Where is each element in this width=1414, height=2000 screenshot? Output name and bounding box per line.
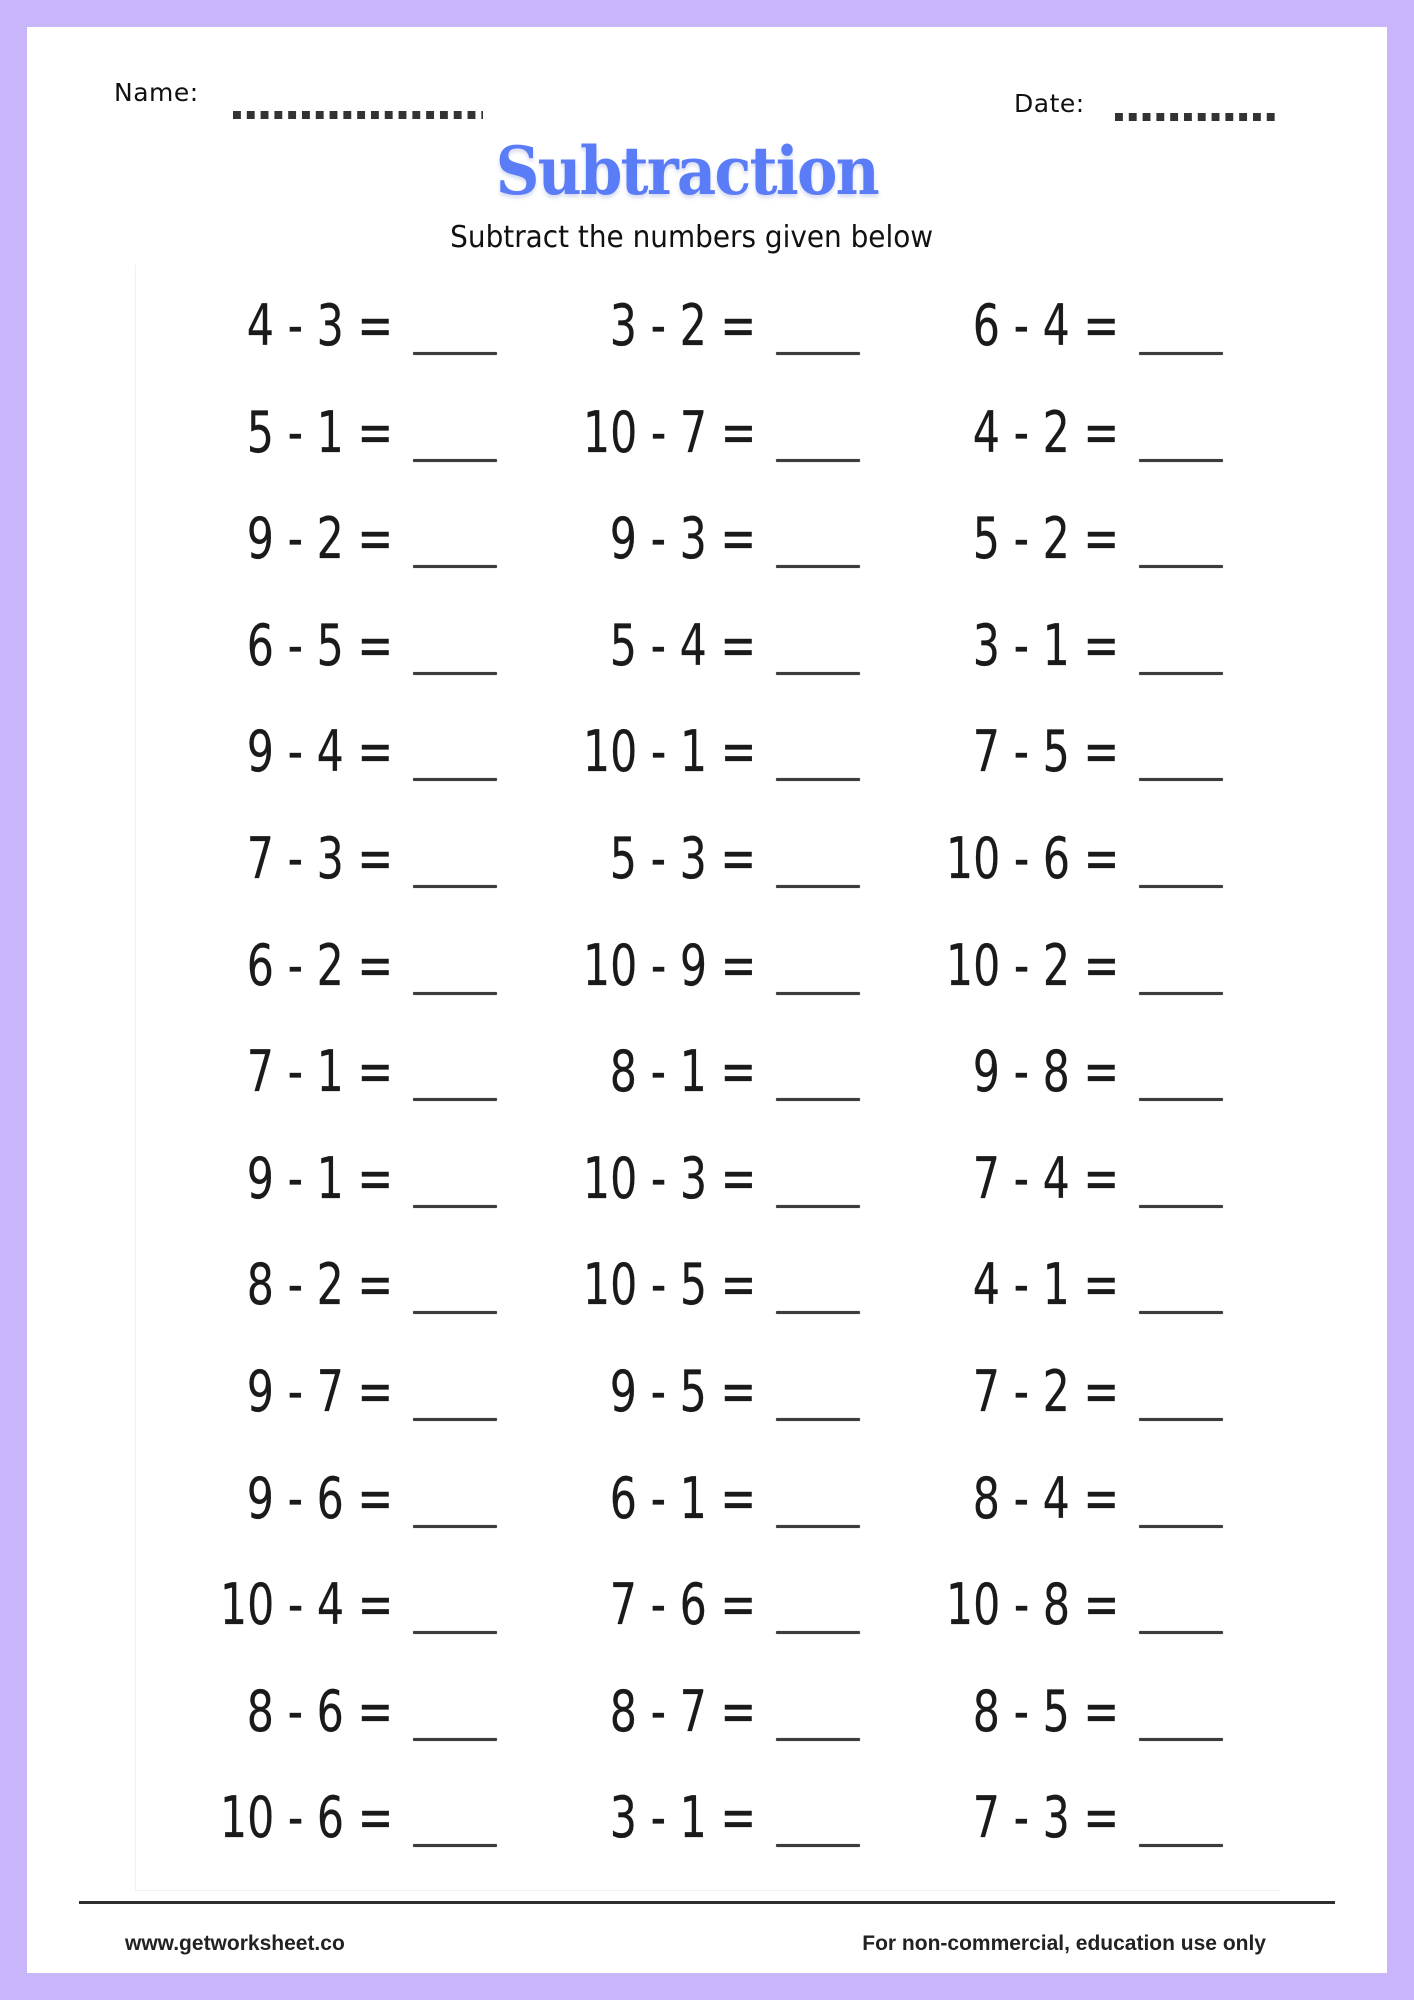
problem-item bbox=[197, 1572, 497, 1647]
problem-item bbox=[560, 612, 860, 688]
answer-blank[interactable] bbox=[776, 1844, 860, 1847]
problem-item bbox=[923, 293, 1223, 368]
problem-item bbox=[923, 1039, 1223, 1114]
problem-expression: 5 - 4 = bbox=[609, 612, 756, 679]
answer-blank[interactable] bbox=[776, 1738, 860, 1741]
problem-expression: 10 - 5 = bbox=[582, 1252, 756, 1319]
problem-expression: 8 - 1 = bbox=[609, 1039, 756, 1106]
problem-expression: 7 - 1 = bbox=[246, 1039, 393, 1106]
problem-expression: 7 - 3 = bbox=[972, 1785, 1119, 1852]
answer-blank[interactable] bbox=[1139, 1098, 1223, 1101]
answer-blank[interactable] bbox=[413, 459, 497, 462]
date-label: Date: bbox=[1014, 89, 1085, 118]
problem-item bbox=[197, 719, 497, 794]
problem-expression: 5 - 1 = bbox=[246, 399, 393, 466]
problem-item bbox=[197, 293, 497, 368]
problem-expression: 10 - 6 = bbox=[945, 826, 1119, 892]
problem-expression: 8 - 4 = bbox=[972, 1465, 1119, 1532]
problem-item bbox=[197, 399, 497, 475]
answer-blank[interactable] bbox=[1139, 352, 1223, 355]
problem-expression: 10 - 4 = bbox=[219, 1572, 393, 1639]
answer-blank[interactable] bbox=[1139, 1844, 1223, 1847]
problem-expression: 9 - 7 = bbox=[246, 1359, 393, 1425]
footer-website: www.getworksheet.co bbox=[125, 1932, 345, 1955]
answer-blank[interactable] bbox=[413, 1631, 497, 1634]
problem-item bbox=[560, 719, 860, 794]
answer-blank[interactable] bbox=[1139, 1418, 1223, 1421]
problem-item bbox=[560, 932, 860, 1008]
problem-item bbox=[923, 506, 1223, 581]
answer-blank[interactable] bbox=[1139, 672, 1223, 675]
problem-item bbox=[560, 399, 860, 475]
problem-expression: 3 - 1 = bbox=[972, 612, 1119, 679]
answer-blank[interactable] bbox=[776, 459, 860, 462]
problem-expression: 5 - 2 = bbox=[972, 506, 1119, 573]
problem-item bbox=[923, 719, 1223, 794]
answer-blank[interactable] bbox=[413, 1205, 497, 1208]
problem-expression: 9 - 5 = bbox=[609, 1359, 756, 1425]
problem-item bbox=[923, 612, 1223, 688]
problem-expression: 5 - 3 = bbox=[609, 826, 756, 892]
problem-expression: 9 - 1 = bbox=[246, 1145, 393, 1212]
problem-item bbox=[197, 1252, 497, 1327]
answer-blank[interactable] bbox=[776, 1525, 860, 1528]
date-answer-line[interactable] bbox=[1115, 113, 1275, 121]
problem-item bbox=[197, 612, 497, 688]
problem-expression: 8 - 7 = bbox=[609, 1678, 756, 1745]
problem-item bbox=[560, 1145, 860, 1221]
answer-blank[interactable] bbox=[413, 1311, 497, 1314]
answer-blank[interactable] bbox=[776, 1098, 860, 1101]
problem-item bbox=[197, 506, 497, 581]
problem-expression: 10 - 7 = bbox=[582, 399, 756, 466]
problem-item bbox=[560, 1465, 860, 1541]
answer-blank[interactable] bbox=[413, 885, 497, 888]
problem-item bbox=[560, 1785, 860, 1860]
problem-expression: 7 - 6 = bbox=[609, 1572, 756, 1639]
answer-blank[interactable] bbox=[413, 1738, 497, 1741]
problem-expression: 3 - 2 = bbox=[609, 293, 756, 359]
problem-expression: 7 - 3 = bbox=[246, 826, 393, 892]
answer-blank[interactable] bbox=[413, 672, 497, 675]
answer-blank[interactable] bbox=[413, 1418, 497, 1421]
answer-blank[interactable] bbox=[776, 1418, 860, 1421]
problem-item bbox=[560, 293, 860, 368]
answer-blank[interactable] bbox=[776, 1205, 860, 1208]
answer-blank[interactable] bbox=[413, 1844, 497, 1847]
worksheet-title-text: Subtraction bbox=[495, 132, 879, 210]
problem-item bbox=[560, 506, 860, 581]
problem-item bbox=[197, 1359, 497, 1434]
problem-item bbox=[197, 826, 497, 901]
problem-expression: 8 - 6 = bbox=[246, 1678, 393, 1745]
worksheet-instructions bbox=[0, 218, 1414, 258]
problem-item bbox=[197, 1145, 497, 1221]
problem-item bbox=[560, 1252, 860, 1327]
problem-item bbox=[560, 1572, 860, 1647]
problem-item bbox=[923, 1145, 1223, 1221]
problem-expression: 4 - 2 = bbox=[972, 399, 1119, 466]
problem-expression: 9 - 3 = bbox=[609, 506, 756, 573]
answer-blank[interactable] bbox=[413, 565, 497, 568]
problem-item bbox=[923, 1465, 1223, 1541]
answer-blank[interactable] bbox=[1139, 1205, 1223, 1208]
answer-blank[interactable] bbox=[776, 992, 860, 995]
problem-expression: 6 - 2 = bbox=[246, 932, 393, 999]
answer-blank[interactable] bbox=[1139, 1311, 1223, 1314]
problem-expression: 9 - 8 = bbox=[972, 1039, 1119, 1106]
problem-item bbox=[923, 1572, 1223, 1647]
answer-blank[interactable] bbox=[776, 565, 860, 568]
problem-item bbox=[560, 1039, 860, 1114]
problem-item bbox=[923, 1678, 1223, 1754]
problem-expression: 8 - 5 = bbox=[972, 1678, 1119, 1745]
problem-item bbox=[923, 1359, 1223, 1434]
problem-expression: 6 - 4 = bbox=[972, 293, 1119, 359]
name-answer-line[interactable] bbox=[233, 111, 483, 119]
problem-expression: 10 - 6 = bbox=[219, 1785, 393, 1852]
problem-item bbox=[560, 1678, 860, 1754]
problem-expression: 10 - 8 = bbox=[945, 1572, 1119, 1639]
problem-expression: 10 - 2 = bbox=[945, 932, 1119, 999]
problem-expression: 6 - 5 = bbox=[246, 612, 393, 679]
problem-item bbox=[560, 826, 860, 901]
answer-blank[interactable] bbox=[413, 778, 497, 781]
footer-divider bbox=[79, 1901, 1335, 1904]
answer-blank[interactable] bbox=[413, 1525, 497, 1528]
name-label: Name: bbox=[114, 78, 199, 107]
answer-blank[interactable] bbox=[1139, 1525, 1223, 1528]
answer-blank[interactable] bbox=[413, 1098, 497, 1101]
problem-expression: 8 - 2 = bbox=[246, 1252, 393, 1319]
answer-blank[interactable] bbox=[1139, 1738, 1223, 1741]
problem-expression: 9 - 2 = bbox=[246, 506, 393, 573]
answer-blank[interactable] bbox=[776, 1311, 860, 1314]
problem-item bbox=[197, 1678, 497, 1754]
answer-blank[interactable] bbox=[1139, 778, 1223, 781]
problem-expression: 7 - 5 = bbox=[972, 719, 1119, 786]
problem-expression: 6 - 1 = bbox=[609, 1465, 756, 1532]
problem-expression: 10 - 3 = bbox=[582, 1145, 756, 1212]
worksheet-instructions-text: Subtract the numbers given below bbox=[450, 220, 934, 255]
problem-expression: 10 - 1 = bbox=[582, 719, 756, 786]
problem-expression: 7 - 4 = bbox=[972, 1145, 1119, 1212]
answer-blank[interactable] bbox=[776, 885, 860, 888]
problem-expression: 7 - 2 = bbox=[972, 1359, 1119, 1425]
problem-item bbox=[923, 399, 1223, 475]
problem-expression: 3 - 1 = bbox=[609, 1785, 756, 1852]
answer-blank[interactable] bbox=[1139, 1631, 1223, 1634]
problem-item bbox=[197, 932, 497, 1008]
answer-blank[interactable] bbox=[776, 1631, 860, 1634]
answer-blank[interactable] bbox=[1139, 565, 1223, 568]
problem-item bbox=[197, 1039, 497, 1114]
problem-expression: 4 - 1 = bbox=[972, 1252, 1119, 1319]
problem-expression: 9 - 4 = bbox=[246, 719, 393, 786]
footer-notice: For non-commercial, education use only bbox=[862, 1932, 1266, 1955]
problem-expression: 9 - 6 = bbox=[246, 1465, 393, 1532]
problem-item bbox=[923, 932, 1223, 1008]
answer-blank[interactable] bbox=[413, 352, 497, 355]
problem-item bbox=[560, 1359, 860, 1434]
worksheet-title bbox=[0, 131, 1414, 211]
answer-blank[interactable] bbox=[1139, 992, 1223, 995]
problem-item bbox=[923, 826, 1223, 901]
problem-expression: 4 - 3 = bbox=[246, 293, 393, 359]
answer-blank[interactable] bbox=[776, 352, 860, 355]
problem-item bbox=[197, 1465, 497, 1541]
problem-expression: 10 - 9 = bbox=[582, 932, 756, 999]
problem-item bbox=[923, 1252, 1223, 1327]
answer-blank[interactable] bbox=[1139, 459, 1223, 462]
answer-blank[interactable] bbox=[1139, 885, 1223, 888]
answer-blank[interactable] bbox=[413, 992, 497, 995]
problem-item bbox=[923, 1785, 1223, 1860]
answer-blank[interactable] bbox=[776, 778, 860, 781]
problem-item bbox=[197, 1785, 497, 1860]
answer-blank[interactable] bbox=[776, 672, 860, 675]
